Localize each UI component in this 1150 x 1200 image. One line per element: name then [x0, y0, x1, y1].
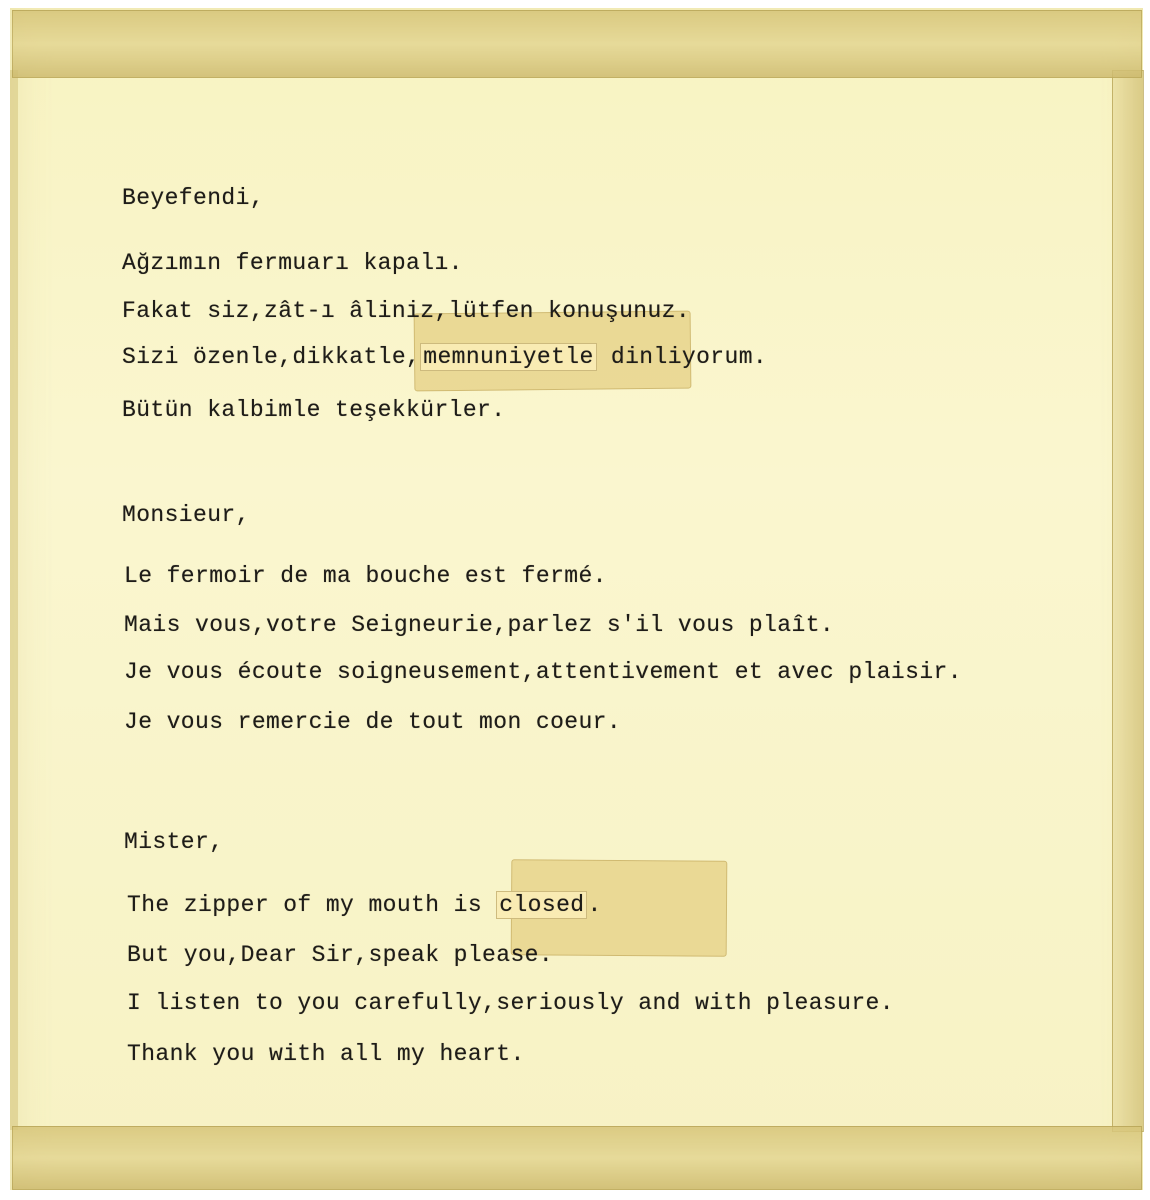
text-line: Le fermoir de ma bouche est fermé.	[124, 563, 607, 589]
text-line	[127, 892, 602, 918]
pasted-word: memnuniyetle	[420, 343, 596, 371]
tape-top	[12, 10, 1142, 78]
text-line: But you,Dear Sir,speak please.	[127, 942, 554, 968]
text-segment: .	[587, 892, 602, 918]
text-segment: dinliyorum.	[596, 344, 768, 370]
salutation-french: Monsieur,	[122, 502, 250, 528]
text-line: Mais vous,votre Seigneurie,parlez s'il vous plaît.	[124, 612, 835, 638]
text-segment: Sizi özenle,dikkatle,	[122, 344, 421, 370]
text-line: Fakat siz,zât-ı âliniz,lütfen konuşunuz.	[122, 298, 691, 324]
tape-left	[10, 70, 18, 1130]
text-line: Thank you with all my heart.	[127, 1041, 525, 1067]
text-segment: The zipper of my mouth is	[127, 892, 497, 918]
tape-bottom	[12, 1126, 1142, 1190]
text-line: Je vous écoute soigneusement,attentivement et avec plaisir.	[124, 659, 962, 685]
text-line: Bütün kalbimle teşekkürler.	[122, 397, 506, 423]
text-line: Ağzımın fermuarı kapalı.	[122, 250, 463, 276]
text-line: I listen to you carefully,seriously and with pleasure.	[127, 990, 894, 1016]
salutation-english: Mister,	[124, 829, 224, 855]
salutation-turkish: Beyefendi,	[122, 185, 265, 211]
text-line	[122, 344, 767, 370]
tape-right	[1112, 70, 1144, 1132]
pasted-word: closed	[496, 891, 587, 919]
text-line: Je vous remercie de tout mon coeur.	[124, 709, 622, 735]
